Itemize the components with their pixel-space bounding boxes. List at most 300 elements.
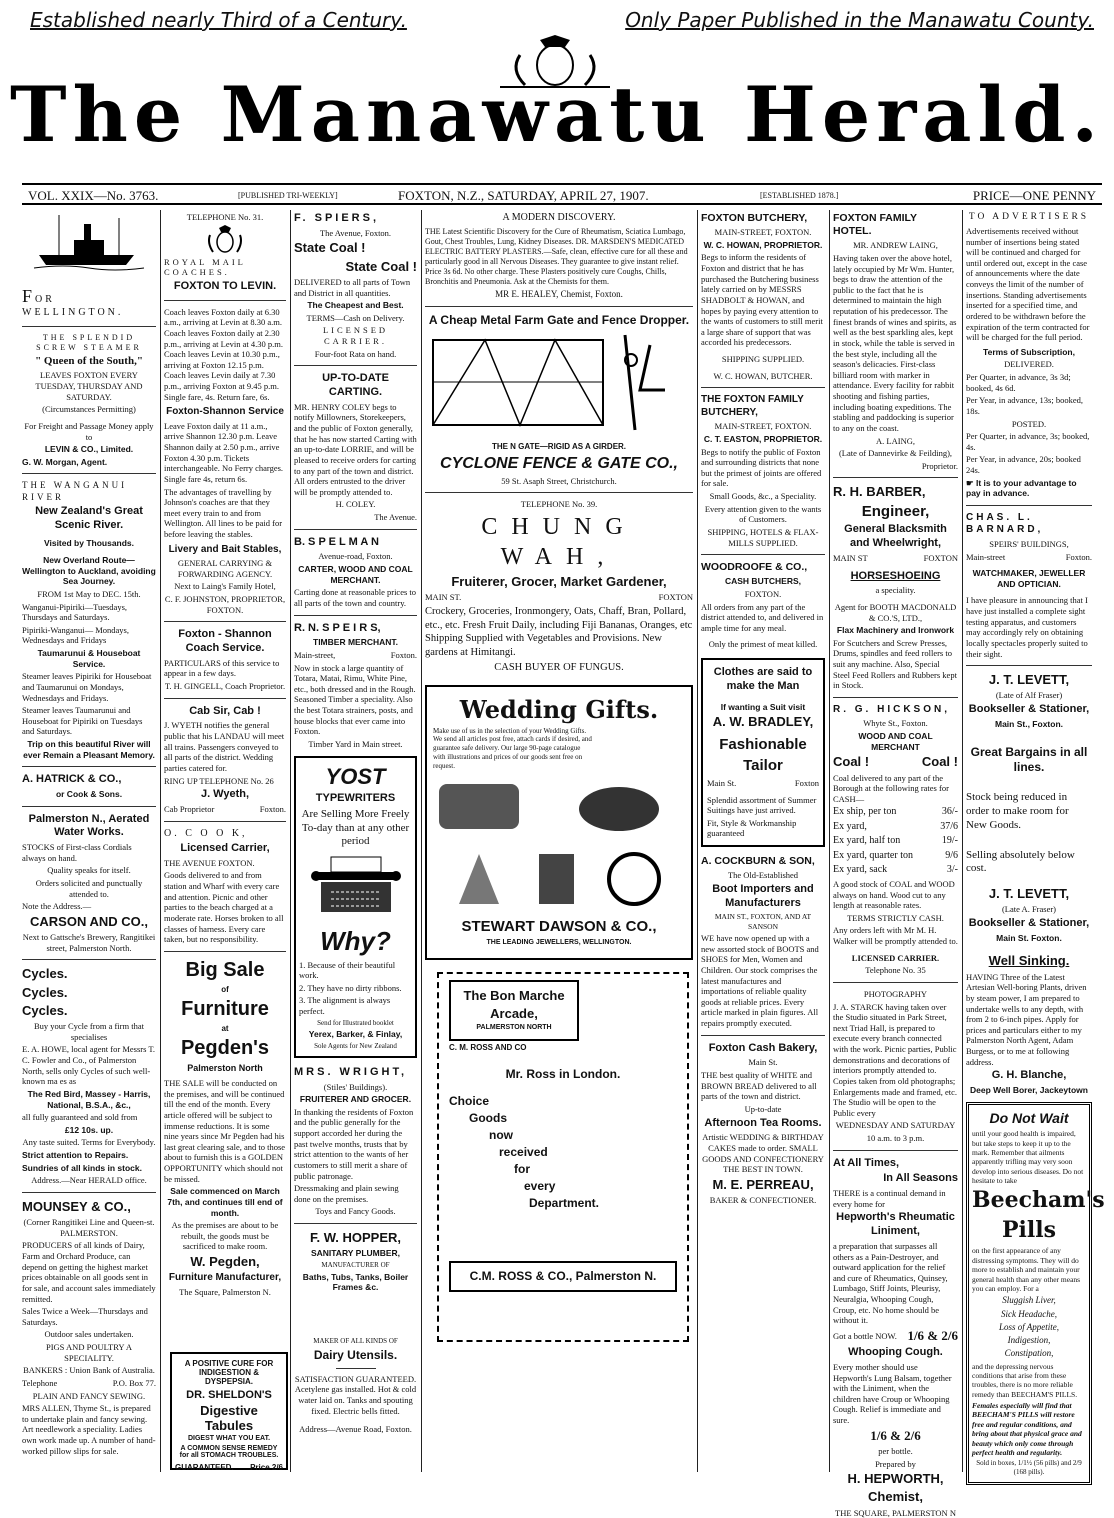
- coal-line: [833, 754, 958, 770]
- sold-boxes: Sold in boxes, 1/1½ (56 pills) and 2/9 (168 pills).: [976, 1459, 1082, 1476]
- terms-subscription: Terms of Subscription,: [983, 346, 1075, 357]
- column-rule: [160, 210, 161, 1472]
- aw-bradley: A. W. BRADLEY,: [712, 714, 814, 730]
- to-advertisers: TO ADVERTISERS: [968, 212, 1090, 222]
- great-bargains: Great Bargains in all lines.: [970, 745, 1088, 775]
- jt-levett-1: J. T. LEVETT,: [988, 672, 1070, 688]
- main-street: Main-street,: [294, 649, 336, 660]
- mounsey-address: (Corner Rangitikei Line and Queen-st. PALMERSTON.: [23, 1217, 155, 1238]
- sheldon-price: Price 2/6: [250, 1463, 283, 1472]
- bookseller-1: Bookseller & Stationer,: [968, 703, 1090, 715]
- all-seasons: In All Seasons: [883, 1172, 958, 1185]
- cab-foxton: Foxton.: [259, 803, 286, 814]
- rate-label: Ex yard, half ton: [833, 835, 901, 847]
- splendid-assortment: Splendid assortment of Summer Suitings have just arrived.: [707, 794, 817, 816]
- per-bottle: per bottle.: [878, 1445, 913, 1456]
- a-laing: A. LAING,: [876, 435, 915, 446]
- yerex-barker: Yerex, Barker, & Finlay,: [308, 1029, 403, 1040]
- bon-marche-box: [449, 980, 579, 1041]
- every-attention: Every attention given to the wants of Customers.: [704, 503, 822, 525]
- wedding-text: Make use of us in the selection of your Wedding Gifts. We send all articles post free, attach cards if desired, and guarantee safe delivery. Our large 90-page catalogue with illustrations and prices of our goods sent free on request.: [433, 726, 592, 770]
- stocks-text: STOCKS of First-class Cordials always on hand.: [22, 842, 132, 863]
- horseshoeing: HORSESHOEING: [850, 569, 941, 582]
- newspaper-title: The Manawatu Herald.: [10, 70, 1104, 159]
- furniture-manufacturer: Furniture Manufacturer,: [168, 1272, 282, 1284]
- deep-well-borer: Deep Well Borer, Jackeytown: [970, 1085, 1088, 1095]
- carson-address: Next to Gattsche's Brewery, Rangitikei street, Palmerston North.: [22, 932, 156, 953]
- positive-cure: A POSITIVE CURE FOR INDIGESTION & DYSPEPSIA.: [184, 1359, 274, 1386]
- tuition-text: Any taste suited. Terms for Everybody.: [22, 1137, 156, 1148]
- choice-4: received: [499, 1144, 548, 1159]
- timber-yard: Timber Yard in Main street.: [308, 738, 403, 749]
- royal-crest-icon: [205, 225, 245, 255]
- dateline-bar: [22, 183, 1102, 205]
- overland-route: New Overland Route—Wellington to Auckland, avoiding Sea Journey.: [22, 555, 156, 587]
- only-primest: Only the primest of meat killed.: [708, 639, 818, 650]
- pointing-hand-icon: ☛: [966, 477, 976, 488]
- hepworth-square: THE SQUARE, PALMERSTON N: [835, 1507, 956, 1518]
- bookseller-2: Bookseller & Stationer,: [968, 917, 1090, 929]
- foxton-to-levin: FOXTON TO LEVIN.: [173, 279, 277, 292]
- rate-value: 3/-: [946, 864, 958, 876]
- repairs-text: Strict attention to Repairs.: [22, 1150, 129, 1160]
- engineer: Engineer,: [861, 502, 930, 520]
- licensed-carrier-6: LICENSED CARRIER.: [851, 952, 940, 963]
- right-tagline: Only Paper Published in the Manawatu County.: [625, 8, 1094, 32]
- howe-agent: E. A. HOWE, local agent for Messrs T. C. Fowler and Co., of Palmerston North, sells only Cycles of such well-known ma es as: [22, 1044, 156, 1087]
- carter-merchant: CARTER, WOOD AND COAL MERCHANT.: [298, 564, 413, 585]
- royal-mail: ROYAL MAIL COACHES.: [164, 256, 246, 278]
- bradley-ad: [701, 658, 825, 847]
- studio-hours: 10 a.m. to 3 p.m.: [866, 1133, 925, 1143]
- outdoor-text: Outdoor sales undertaken.: [44, 1329, 134, 1340]
- dr-sheldons: DR. SHELDON'S: [186, 1389, 272, 1401]
- woodroofe-foxton: FOXTON.: [744, 588, 782, 599]
- cab-prop-line: [164, 804, 286, 815]
- stock-reduced: Stock being reduced in order to make room for New Goods.: [966, 791, 1069, 831]
- selling-below: Selling absolutely below cost.: [966, 848, 1075, 875]
- foxton-shannon-coach: Foxton - Shannon Coach Service.: [178, 628, 272, 654]
- rate-row: [833, 835, 958, 848]
- rg-hickson: R. G. HICKSON,: [833, 703, 951, 715]
- sole-agents: Sole Agents for New Zealand: [314, 1042, 397, 1050]
- butchery-text: Begs to inform the residents of Foxton and district that he has purchased the Butchering business lately carried on by MESSRS SHADBOLT & HOWAN, and hopes by paying every attention to the wants of customers to still merit a large share of support that was accorded his predecessors.: [701, 252, 823, 348]
- quality-text: Quality speaks for itself.: [47, 865, 131, 876]
- guaranteed-label: GUARANTEED.: [175, 1463, 234, 1472]
- shannon-service: Foxton-Shannon Service: [166, 406, 284, 418]
- up-to-date: Up-to-date: [744, 1103, 782, 1114]
- column-rule: [290, 210, 291, 1472]
- mrs-wright: MRS. WRIGHT,: [294, 1065, 407, 1078]
- column-6: [833, 210, 958, 1518]
- levin-co: LEVIN & CO., Limited.: [44, 444, 134, 455]
- metal-farm-gate: A Cheap Metal Farm Gate and Fence Dropper.: [428, 312, 690, 327]
- po-box: P.O. Box 77.: [112, 1377, 156, 1388]
- got-bottle: Got a bottle NOW.: [833, 1330, 897, 1341]
- main-foxton-line: [294, 650, 417, 661]
- licensed-carrier-3: LICENSED CARRIER.: [322, 325, 389, 346]
- price: PRICE—ONE PENNY: [972, 188, 1096, 203]
- barber-foxton: FOXTON: [923, 552, 958, 563]
- rate-value: 19/-: [941, 835, 958, 847]
- whooping-cough: Whooping Cough.: [848, 1346, 943, 1359]
- sub-rate-2: Per Year, in advance, 13s; booked, 18s.: [966, 395, 1083, 416]
- gingell-prop: T. H. GINGELL, Coach Proprietor.: [164, 681, 286, 691]
- rate-row: [833, 806, 958, 819]
- rate-value: 36/-: [941, 806, 958, 818]
- beechams-ad: [966, 1102, 1105, 1485]
- reason-1: 1. Because of their beautiful work.: [299, 959, 396, 981]
- state-coal-1: State Coal !: [294, 240, 366, 256]
- barnard-foxton: Foxton.: [1065, 551, 1092, 562]
- why-text: Why?: [320, 926, 391, 956]
- licensed-carrier: Licensed Carrier,: [180, 842, 270, 854]
- goods-text: Goods delivered to and from station and Wharf with every care and attention. Picnic and other parties to the beach charged at a moderate rate. Horses broken to all classes of harness. Every care taken, but no responsibility.: [164, 870, 284, 945]
- liniment-price: 1/6 & 2/6: [907, 1327, 958, 1343]
- wait-text: until your good health is impaired, but take steps to keep it up to the mark. Remember that ailments apparently trifling may very soon develop into serious diseases. Do not hesitate to take: [972, 1129, 1084, 1185]
- choice-6: every: [524, 1178, 556, 1193]
- morgan-agent: G. W. Morgan, Agent.: [22, 456, 108, 467]
- carson-co: CARSON AND CO.,: [30, 913, 148, 929]
- boot-text: WE have now opened up with a new assorted stock of BOOTS and SHOES for Men, Women and Children. Our stock comprises the latest manufactures and importations of reliable quality goods at reliable prices. Every article marked in plain figures. All repairs promptly executed.: [701, 933, 819, 1028]
- typewriter-icon: [306, 852, 406, 922]
- furniture-text: Furniture: [181, 997, 269, 1020]
- cycles-2: Cycles.: [22, 984, 68, 1000]
- cm-ross-footer: [449, 1261, 677, 1292]
- main-foxton-2: Main St. Foxton.: [996, 932, 1062, 943]
- telephone-label: Telephone: [22, 1377, 58, 1388]
- guaranteed-price: [175, 1463, 283, 1472]
- cab-proprietor: Cab Proprietor: [164, 803, 215, 814]
- freight-text: For Freight and Passage Money apply to: [24, 420, 154, 442]
- easton-text: Begs to notify the public of Foxton and surrounding districts that none but the primest of joints are offered for sale.: [701, 446, 822, 489]
- four-foot: Four-foot Rata on hand.: [314, 348, 397, 359]
- chung-wah: CHUNG WAH,: [481, 514, 637, 570]
- rate-label: Ex ship, per ton: [833, 806, 897, 818]
- queen-of-south: " Queen of the South,": [35, 354, 143, 367]
- gh-blanche: G. H. Blanche,: [991, 1069, 1067, 1082]
- shannon-times: Leave Foxton daily at 11 a.m., arrive Shannon 12.30 p.m. Leave Shannon daily at 2.50 p.m., arrive Foxton 4.30 p.m. Tickets interchangeable. No Ferry charges. Single fare 4s, return 6s.: [164, 420, 284, 484]
- shipping-hotels: SHIPPING, HOTELS & FLAX-MILLS SUPPLIED.: [707, 526, 819, 548]
- asaph-street: 59 St. Asaph Street, Christchurch.: [501, 475, 617, 486]
- fit-style: Fit, Style & Workmanship guaranteed: [707, 817, 797, 839]
- me-perreau: M. E. PERREAU,: [712, 1176, 814, 1192]
- steamship-icon: [34, 210, 144, 272]
- coach-times: Coach leaves Foxton daily at 6.30 a.m., arriving at Levin at 8.30 a.m. Coach leaves Foxton daily at 2.30 p.m., arriving at Levin at 4.30 p.m. Coach leaves Levin at 10.30 p.m., arriving at Foxton 12.15 p.m. Coach leaves Levin daily at 7.30 p.m., arriving Foxton at 9.45 p.m. Single fare, 4s. Return fare, 6s.: [164, 306, 283, 402]
- rate-row: [833, 821, 958, 834]
- sheldons-tabules-ad: [170, 1352, 288, 1470]
- wanting-suit: If wanting a Suit visit: [720, 701, 806, 712]
- liniment-text: a preparation that surpasses all others as a Pain-Destroyer, and outward application for the relief and cure of Rheumatics, Quinsey, Lumbago, Stiff Joints, Pleurisy, Neuralgia, Whooping Cough, Croup, etc. No home should be without it.: [833, 1240, 948, 1326]
- pigs-text: PIGS AND POULTRY A SPECIALITY.: [45, 1342, 133, 1363]
- pills-text: on the first appearance of any distressing symptoms. They will do more to establish and maintain your general health than any other means you can employ. For a: [972, 1246, 1081, 1293]
- old-established: The Old-Established: [727, 870, 799, 881]
- rate-value: 37/6: [940, 820, 958, 832]
- state-coal-2: State Coal !: [345, 258, 417, 274]
- foxton-butchery: FOXTON BUTCHERY,: [701, 212, 808, 224]
- bakery-text: THE best quality of WHITE and BROWN BREAD delivered to all parts of the town and district.: [701, 1070, 817, 1102]
- o-cook: O. C O O K,: [164, 827, 248, 839]
- terms-cash: TERMS—Cash on Delivery.: [306, 312, 405, 323]
- late-fraser-2: (Late A. Fraser): [1001, 904, 1057, 915]
- cash-fungus: CASH BUYER OF FUNGUS.: [494, 662, 624, 674]
- family-butchery: THE FOXTON FAMILY BUTCHERY,: [701, 394, 804, 418]
- b-spelman: B. S P E L M A N: [294, 535, 379, 548]
- established-note: [ESTABLISHED 1878.]: [760, 191, 839, 200]
- h-hepworth: H. HEPWORTH,: [847, 1471, 944, 1487]
- column-rule: [829, 210, 830, 1472]
- column-3: [294, 210, 417, 1478]
- coal-text: Coal delivered to any part of the Borough at the following rates for CASH—: [833, 772, 949, 804]
- producers-text: PRODUCERS of all kinds of Dairy, Farm and Orchard Produce, can depend on getting the highest market prices obtainable on all goods sent in for sale, and account sales immediately remitted.: [22, 1240, 156, 1304]
- hotel-text: Having taken over the above hotel, lately occupied by Mr Wm. Hunter, begs to draw the attention of the public to the fact that he is determined to maintain the high reputation of his predecessor. The finest brands of wines and spirits, as well as the best sparkling ales, kept in stock, while the table is served in the best style, including all the season's delicacies. First-class billiard room with marker in attendance. Every facility for rabbit shooting and fishing parties, including boating expeditions. The stabling and paddocking is superior to any on the coast.: [833, 252, 957, 433]
- delivered-label: DELIVERED.: [1004, 359, 1054, 370]
- well-sinking: Well Sinking.: [988, 953, 1070, 969]
- general-carrying: GENERAL CARRYING & FORWARDING AGENCY.: [177, 558, 273, 579]
- small-goods: Small Goods, &c., a Speciality.: [709, 491, 817, 501]
- volume-number: VOL. XXIX—No. 3763.: [28, 188, 159, 203]
- leading-jewellers: THE LEADING JEWELLERS, WELLINGTON.: [486, 939, 632, 947]
- aerated-water-works: Palmerston N., Aerated Water Works.: [28, 812, 150, 839]
- plain-sewing: PLAIN AND FANCY SEWING.: [32, 1390, 146, 1401]
- scutchers-text: For Scutchers and Screw Presses, Drums, spindles and feed rollers to suit any machine. Also, Special Steel Feed Rollers and Rubbers kept in Stock.: [833, 637, 957, 691]
- bon-palmerston: PALMERSTON NORTH: [476, 1024, 552, 1032]
- published-note: [PUBLISHED TRI-WEEKLY]: [238, 191, 338, 200]
- barber-main: MAIN ST: [833, 552, 868, 563]
- blacksmith: General Blacksmith and Wheelwright,: [844, 523, 947, 550]
- rate-label: Ex yard, quarter ton: [833, 849, 913, 861]
- barnard-address: [966, 552, 1092, 563]
- choice-7: Department.: [529, 1195, 600, 1210]
- telephone-line: [22, 1378, 156, 1389]
- at-text: at: [221, 1023, 229, 1033]
- balsam-price: 1/6 & 2/6: [870, 1427, 921, 1443]
- afternoon-tea: Afternoon Tea Rooms.: [704, 1116, 822, 1129]
- column-rule: [421, 210, 422, 1472]
- yost-selling: Are Selling More Freely To-day than at any other period: [301, 807, 410, 848]
- steamer-leaves-1: Steamer leaves Pipiriki for Houseboat and Taumarunui on Mondays, Wednesdays and Fridays.: [22, 671, 152, 703]
- stiles-buildings: (Stiles' Buildings).: [323, 1081, 388, 1092]
- w-pegden: W. Pegden,: [190, 1254, 260, 1269]
- hopper-address: Address—Avenue Road, Foxton.: [299, 1424, 412, 1435]
- main-sanson: MAIN ST., FOXTON, AND AT SANSON: [714, 912, 812, 931]
- terms-strictly: TERMS STRICTLY CASH.: [847, 912, 944, 923]
- mounsey-co: MOUNSEY & CO.,: [22, 1198, 131, 1214]
- manufacturer-of: MANUFACTURER OF: [321, 1260, 390, 1269]
- starck-text: J. A. STARCK having taken over the Studio situated in Park Street, next Triad Hall, is prepared to execute every branch connected with the work. Picnic parties, Public demonstrations and decorations of interiors promptly attended to. Copies taken from old photographs; Enlargements made and framed, etc. The Studio will be open to the Public every: [833, 1001, 957, 1118]
- pay-advance: [966, 478, 1092, 499]
- advantages-text: The advantages of travelling by Johnson's coaches are that they meet every train to and from Wellington. All lines to be paid for before leaving the stables.: [164, 486, 283, 539]
- premises-text: As the premises are about to be rebuilt, the goods must be sacrificed to make room.: [171, 1220, 279, 1252]
- photography: PHOTOGRAPHY: [863, 988, 928, 999]
- wanganui-pipiriki: Wanganui-Pipiriki—Tuesdays, Thursdays and Saturdays.: [22, 601, 128, 623]
- watchmaker: WATCHMAKER, JEWELLER AND OPTICIAN.: [972, 568, 1086, 589]
- wedding-gifts: Wedding Gifts.: [459, 694, 659, 724]
- artistic-cakes: Artistic WEDDING & BIRTHDAY CAKES made to order. SMALL GOODS AND CONFECTIONERY THE BEST IN TOWN.: [702, 1132, 824, 1175]
- at-all-times: At All Times,: [833, 1156, 900, 1169]
- coley-text: MR. HENRY COLEY begs to notify Millowners, Storekeepers, and the public of Foxton generally, that he has now started Carting with an up-to-date LORRIE, and will be pleased to receive orders for carting to any part of the town and district. All orders entrusted to the driver will be promptly attended to.: [294, 401, 417, 497]
- baker-confectioner: BAKER & CONFECTIONER.: [709, 1195, 817, 1205]
- red-bird: The Red Bird, Massey - Harris, National, B.S.A., &c.,: [27, 1088, 151, 1110]
- pay-advance-text: It is to your advantage to pay in advance.: [966, 477, 1077, 499]
- shipping-supplied: SHIPPING SUPPLIED.: [721, 354, 805, 364]
- allen-text: MRS ALLEN, Thyme St., is prepared to undertake plain and fancy sewing. Art needlework a speciality. Ladies own work made up. A number of hand-worked pillow slips for sale.: [22, 1403, 156, 1456]
- livery-stables: Livery and Bait Stables,: [168, 543, 282, 555]
- left-orders: Any orders left with Mr M. H. Walker will be promptly attended to.: [833, 925, 958, 946]
- sanitary-plumber: SANITARY PLUMBER,: [310, 1248, 401, 1259]
- left-tagline: Established nearly Third of a Century.: [30, 8, 407, 32]
- posted-label: POSTED.: [1011, 418, 1047, 429]
- send-booklet: Send for Illustrated booklet: [317, 1018, 394, 1027]
- column-rule: [962, 210, 963, 1472]
- butchery-main: MAIN-STREET, FOXTON.: [714, 227, 812, 238]
- cycles-1: Cycles.: [22, 966, 68, 982]
- spiers-avenue: The Avenue, Foxton.: [319, 227, 392, 238]
- column-4: [425, 210, 693, 1478]
- a-speciality: a speciality.: [875, 585, 916, 596]
- steamer-heading: THE SPLENDID SCREW STEAMER: [36, 332, 142, 352]
- choice-3: now: [489, 1127, 513, 1142]
- masthead-taglines: [0, 8, 1114, 38]
- f-spiers: F. SPIERS,: [294, 212, 380, 224]
- timber-merchant: TIMBER MERCHANT.: [313, 637, 398, 648]
- trip-memory: Trip on this beautiful River will ever Remain a Pleasant Memory.: [23, 739, 155, 760]
- late-fraser-1: (Late of Alf Fraser): [995, 690, 1063, 701]
- boot-importers: Boot Importers and Manufacturers: [712, 882, 814, 909]
- column-1: [22, 210, 156, 1478]
- ailment-4: Indigestion,: [1007, 1335, 1051, 1345]
- avenue-road: Avenue-road, Foxton.: [318, 551, 393, 562]
- sales-text: Sales Twice a Week—Thursdays and Saturdays.: [22, 1306, 148, 1327]
- stewart-dawson: STEWART DAWSON & CO.,: [461, 918, 657, 936]
- post-rate-1: Per Quarter, in advance, 3s; booked, 4s.: [966, 431, 1090, 452]
- ailment-1: Sluggish Liver,: [1002, 1295, 1056, 1306]
- yost-ad: [294, 756, 417, 1058]
- main-foxton-1: Main St., Foxton.: [995, 718, 1063, 729]
- easton-prop: C. T. EASTON, PROPRIETOR.: [703, 433, 823, 444]
- howan-butcher: W. C. HOWAN, BUTCHER.: [713, 370, 813, 381]
- hopper-bottom: [294, 1335, 417, 1475]
- discovery-text: THE Latest Scientific Discovery for the Cure of Rheumatism, Sciatica Lumbago, Gout, Chest Troubles, Lung, Kidney Diseases. DR. MARSDEN'S MEDICATED ELECTRIC BATTERY PLASTERS.—Safe, clean, effective cure for all these and particularly good in all Nervous Diseases. They guarantee to give instant relief. Price 3s 6d. No other charge. These Plasters positively cure Coughs, Chills, Bronchitis and Pneumonia. Ask at the Chemists for them.: [425, 226, 688, 286]
- all-orders: All orders from any part of the district attended to, and delivered in ample time for any meal.: [701, 601, 824, 633]
- sale-commenced: Sale commenced on March 7th, and continues till end of month.: [167, 1186, 283, 1218]
- choice-1: Choice: [449, 1093, 490, 1108]
- bradley-main: Main St.: [707, 777, 737, 788]
- rate-label: Ex yard, sack: [833, 864, 888, 876]
- typewriters: TYPEWRITERS: [315, 792, 396, 804]
- rh-barber: R. H. BARBER,: [833, 484, 926, 500]
- satisfaction: SATISFACTION GUARANTEED. Acetylene gas installed. Hot & cold water laid on. Tanks and spouting fixed. Electric bells fitted.: [294, 1373, 417, 1416]
- place-date: FOXTON, N.Z., SATURDAY, APRIL 27, 1907.: [398, 188, 649, 203]
- from-date: FROM 1st May to DEC. 15th.: [37, 588, 141, 599]
- post-rate-2: Per Year, in advance, 20s; booked 24s.: [966, 454, 1081, 475]
- liniment-price-line: [833, 1328, 958, 1344]
- circumstances: (Circumstances Permitting): [42, 404, 136, 415]
- rn-speirs: R. N. S P E I R S,: [294, 621, 381, 634]
- prepared-by: Prepared by: [875, 1458, 916, 1469]
- big-sale: Big Sale: [185, 958, 265, 981]
- cockburn-son: A. COCKBURN & SON,: [701, 855, 815, 867]
- column-7: [966, 210, 1105, 1478]
- hatrick-sub: or Cook & Sons.: [55, 789, 123, 799]
- jewellery-items-icon: [434, 774, 684, 914]
- tailor: Tailor: [743, 757, 783, 775]
- bradley-foxton: Foxton: [794, 777, 819, 788]
- rate-row: [833, 850, 958, 863]
- ailment-5: Constipation,: [1004, 1348, 1054, 1359]
- for-wellington: FOR WELLINGTON.: [22, 285, 124, 319]
- wed-sat: WEDNESDAY AND SATURDAY: [835, 1120, 956, 1131]
- j-wyeth: J. Wyeth,: [200, 788, 250, 801]
- dairy-utensils: Dairy Utensils.: [313, 1347, 398, 1362]
- nz-scenic-river: New Zealand's Great Scenic River.: [35, 504, 143, 531]
- visited-thousands: Visited by Thousands.: [43, 538, 135, 549]
- steamer-leaves-2: Steamer leaves Taumarunui and Houseboat for Pipiriki on Tuesdays and Saturdays.: [22, 705, 143, 737]
- bon-marche-ad: [437, 972, 689, 1342]
- booth-agent: Agent for BOOTH MACDONALD & CO.'S, LTD.,: [834, 601, 957, 623]
- digestive-tabules: Digestive Tabules: [200, 1403, 258, 1433]
- sale-text: THE SALE will be conducted on the premises, and will be continued till the end of the month. Every article offered will be subject to immense reductions. It is some nine years since Mr Pegden had his last great clearing sale, and to those about to furnish this is a GOLDEN OPPORTUNITY which should not be missed.: [164, 1078, 286, 1184]
- buy-cycle: Buy your Cycle from a firm that specialises: [33, 1021, 144, 1042]
- rate-row: [833, 864, 958, 877]
- toys-fancy: Toys and Fancy Goods.: [315, 1206, 396, 1217]
- square-palmerston: The Square, Palmerston N.: [179, 1286, 271, 1297]
- beechams: Beecham's: [972, 1187, 1105, 1214]
- telephone-31: TELEPHONE No. 31.: [186, 212, 264, 222]
- coley-avenue: The Avenue.: [374, 512, 417, 522]
- wanganui-river: THE WANGANUI RIVER: [22, 480, 128, 502]
- whooping-text: Every mother should use Hepworth's Lung Balsam, together with the Liniment, when the children have Croup or Whooping Cough. Relief is immediate and sure.: [833, 1361, 952, 1425]
- modern-discovery: A MODERN DISCOVERY.: [502, 212, 616, 223]
- fashionable: Fashionable: [719, 736, 807, 754]
- taumarunui-service: Taumarunui & Houseboat Service.: [37, 648, 141, 669]
- barber-address: [833, 553, 958, 564]
- johnston-prop: C. F. JOHNSTON, PROPRIETOR, FOXTON.: [164, 594, 286, 615]
- timber-stock: Now in stock a large quantity of Totara, Matai, Rimu, White Pine, etc., both dressed and in the Rough. Seasoned Timber a speciality. Also the best Totara strainers, posts, and house blocks that ever came into Foxton.: [294, 662, 416, 737]
- guaranteed-text: all fully guaranteed and sold from: [22, 1112, 138, 1123]
- cash-bakery: Foxton Cash Bakery,: [708, 1041, 818, 1054]
- wright-text: In thanking the residents of Foxton and the public generally for the support accorded her during the past twelve months, trusts that by strict attention to the wants of her customers to still merit a share of public patronage.: [294, 1106, 414, 1181]
- choice-2: Goods: [469, 1110, 507, 1125]
- family-main: MAIN-STREET, FOXTON.: [714, 421, 812, 432]
- of-text: of: [221, 984, 229, 994]
- rate-label: Ex yard,: [833, 820, 867, 832]
- particulars-text: PARTICULARS of this service to appear in a few days.: [164, 657, 280, 679]
- bakery-main: Main St.: [748, 1057, 778, 1068]
- ailment-3: Loss of Appetite,: [998, 1321, 1060, 1332]
- woodroofe-co: WOODROOFE & CO.,: [701, 561, 808, 574]
- bradley-address: [707, 778, 819, 789]
- dressmaking: Dressmaking and plain sewing done on the premises.: [294, 1183, 399, 1204]
- up-to-date-carting: UP-TO-DATE CARTING.: [322, 372, 389, 398]
- chemist: Chemist,: [868, 1489, 923, 1505]
- chung-main: MAIN ST.: [425, 592, 462, 603]
- cm-ross: C. M. ROSS AND CO: [449, 1042, 527, 1052]
- arcade: Arcade,: [490, 1005, 538, 1021]
- leaves-foxton: LEAVES FOXTON EVERY TUESDAY, THURSDAY AND SATURDAY.: [35, 370, 143, 402]
- barnard-main: Main-street: [966, 551, 1006, 562]
- cyclone-fence: CYCLONE FENCE & GATE CO.,: [440, 454, 678, 472]
- clothes-make-man: Clothes are said to make the Man: [713, 666, 813, 692]
- maker-of: MAKER OF ALL KINDS OF: [313, 1337, 398, 1345]
- cheapest-best: The Cheapest and Best.: [307, 300, 404, 311]
- laing-late: (Late of Dannevirke & Feilding),: [838, 448, 953, 459]
- palmerston-north: Palmerston North: [187, 1062, 263, 1073]
- speirs-foxton: Foxton.: [390, 649, 417, 660]
- chung-text: Crockery, Groceries, Ironmongery, Oats, Chaff, Bran, Pollard, etc., etc. Fresh Fruit Daily, including Fiji Bananas, Oranges, etc Shipping Supplied with Vegetables and Provisions. New gardens at Himitangi.: [425, 605, 693, 658]
- mr-ross-london: Mr. Ross in London.: [505, 1066, 621, 1081]
- common-sense: A COMMON SENSE REMEDY for all STOMACH TROUBLES.: [179, 1445, 279, 1459]
